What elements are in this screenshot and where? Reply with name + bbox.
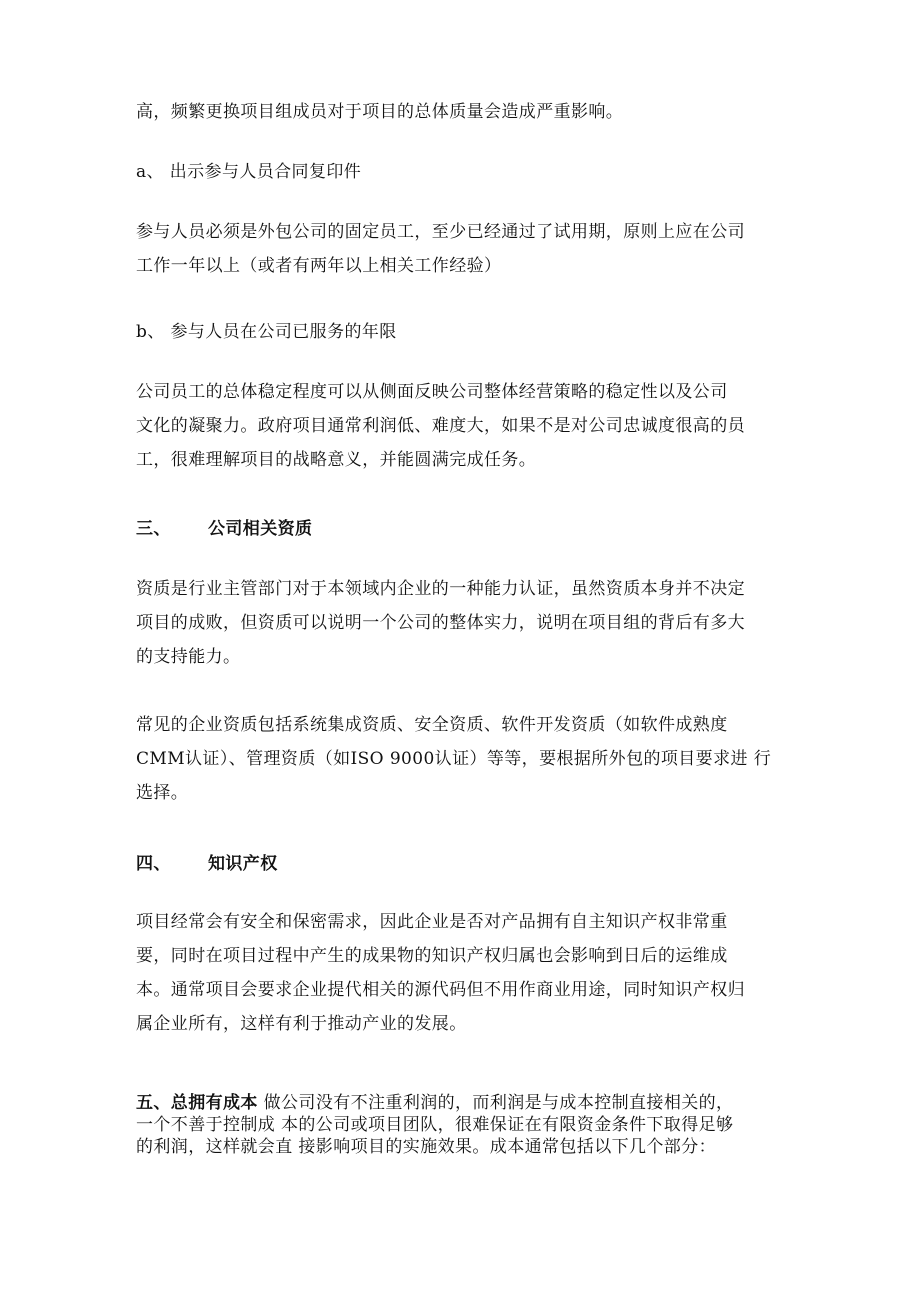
text-line: b、 参与人员在公司已服务的年限 <box>136 322 397 342</box>
list-item-a <box>136 155 796 189</box>
text-run: 做公司没有不注重利润的，而利润是与成本控制直接相关的， <box>257 1093 734 1113</box>
paragraph-staff-stability <box>136 375 796 477</box>
text-line: 资质是行业主管部门对于本领域内企业的一种能力认证，虽然资质本身并不决定 <box>136 579 745 599</box>
paragraph-total-cost <box>136 1092 796 1158</box>
paragraph-qualification-definition <box>136 572 796 674</box>
text-line <box>136 1092 796 1114</box>
section-number: 三、 <box>136 519 171 539</box>
text-line: 项目的成败，但资质可以说明一个公司的整体实力，说明在项目组的背后有多大 <box>136 613 745 633</box>
section-title: 公司相关资质 <box>208 519 313 539</box>
text-line: a、 出示参与人员合同复印件 <box>136 162 362 182</box>
section-heading-total-cost: 五、总拥有成本 <box>136 1093 258 1113</box>
section-heading-ip <box>136 847 796 881</box>
list-item-b <box>136 315 796 349</box>
text-line: 公司员工的总体稳定程度可以从侧面反映公司整体经营策略的稳定性以及公司 <box>136 382 728 402</box>
text-line: 参与人员必须是外包公司的固定员工，至少已经通过了试用期，原则上应在公司 <box>136 222 745 242</box>
text-line: 工作一年以上（或者有两年以上相关工作经验） <box>136 256 502 276</box>
section-title: 知识产权 <box>208 854 278 874</box>
text-line: 文化的凝聚力。政府项目通常利润低、难度大，如果不是对公司忠诚度很高的员 <box>136 416 745 436</box>
text-line: 工，很难理解项目的战略意义，并能圆满完成任务。 <box>136 450 537 470</box>
paragraph-quality-impact <box>136 95 796 129</box>
section-heading-qualifications <box>136 512 796 546</box>
text-line: 一个不善于控制成 本的公司或项目团队，很难保证在有限资金条件下取得足够 <box>136 1115 734 1135</box>
text-line: 常见的企业资质包括系统集成资质、安全资质、软件开发资质（如软件成熟度 <box>136 715 728 735</box>
text-line: 选择。 <box>136 783 189 803</box>
text-line: 要，同时在项目过程中产生的成果物的知识产权归属也会影响到日后的运维成 <box>136 946 728 966</box>
text-line: 的支持能力。 <box>136 647 241 667</box>
text-line: 高，频繁更换项目组成员对于项目的总体质量会造成严重影响。 <box>136 102 624 122</box>
text-line: 项目经常会有安全和保密需求，因此企业是否对产品拥有自主知识产权非常重 <box>136 912 728 932</box>
paragraph-staff-requirements <box>136 215 796 283</box>
paragraph-common-qualifications <box>136 708 796 810</box>
text-line: 的利润，这样就会直 接影响项目的实施效果。成本通常包括以下几个部分： <box>136 1137 717 1157</box>
text-line: 属企业所有，这样有利于推动产业的发展。 <box>136 1014 467 1034</box>
text-line: 本。通常项目会要求企业提代相关的源代码但不用作商业用途，同时知识产权归 <box>136 980 745 1000</box>
section-number: 四、 <box>136 854 171 874</box>
paragraph-intellectual-property <box>136 905 796 1041</box>
text-line: CMM认证）、管理资质（如ISO 9000认证）等等，要根据所外包的项目要求进 行 <box>136 749 772 769</box>
